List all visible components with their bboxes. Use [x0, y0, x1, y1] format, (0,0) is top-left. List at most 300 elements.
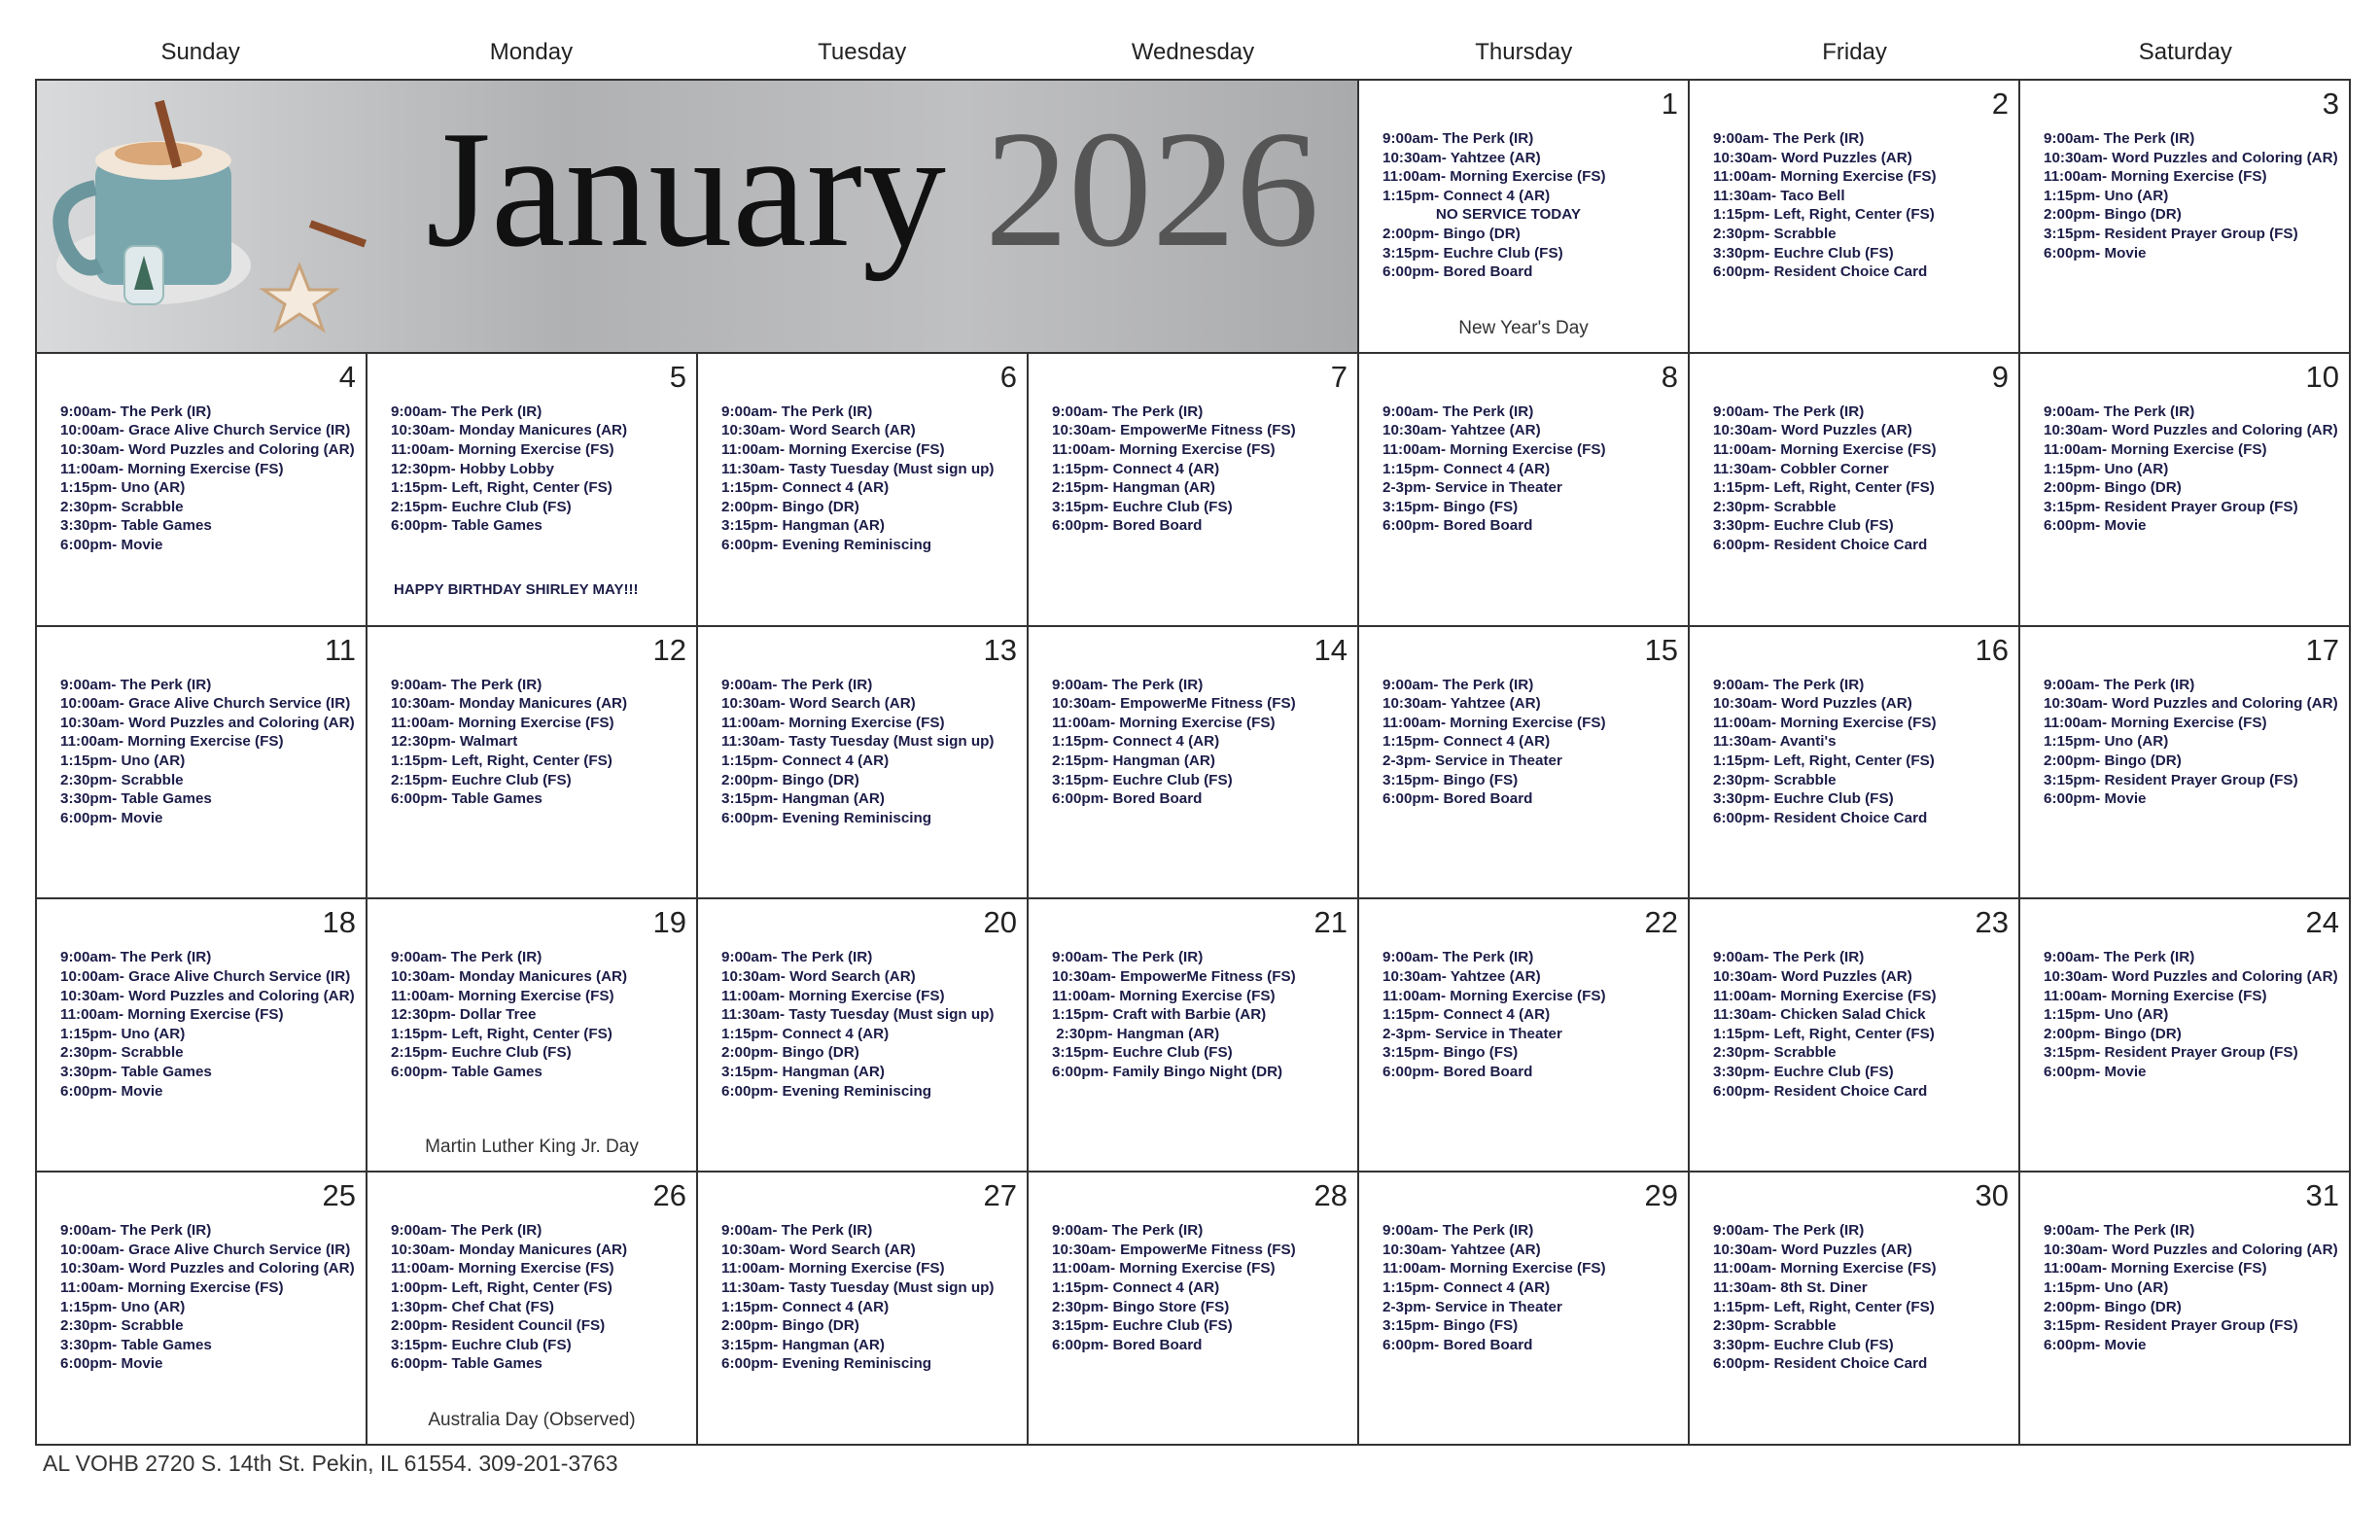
activity-item: 11:00am- Morning Exercise (FS): [721, 714, 945, 731]
day-cell-27: [698, 1172, 1029, 1446]
day-cell-19: [368, 899, 698, 1172]
day-number: 2: [1991, 87, 2009, 121]
day-cell-8: [1359, 354, 1690, 627]
activity-item: 2:00pm- Bingo (DR): [1382, 225, 1521, 242]
activity-item: 2:30pm- Scrabble: [1713, 225, 1837, 242]
special-announcement: HAPPY BIRTHDAY SHIRLEY MAY!!!: [394, 580, 639, 598]
activity-item: 11:00am- Morning Exercise (FS): [1713, 168, 1937, 186]
activity-list: [1382, 402, 1682, 536]
activity-item: 11:00am- Morning Exercise (FS): [60, 1006, 284, 1024]
day-number: 25: [322, 1178, 356, 1213]
weekday-thursday: Thursday: [1475, 39, 1573, 65]
activity-item: 11:00am- Morning Exercise (FS): [1382, 987, 1606, 1004]
day-cell-3: [2020, 81, 2351, 354]
activity-item: 6:00pm- Evening Reminiscing: [721, 536, 932, 553]
activity-item: 10:30am- Monday Manicures (AR): [391, 422, 628, 439]
day-number: 5: [669, 359, 686, 394]
activity-item: 9:00am- The Perk (IR): [2044, 949, 2195, 966]
activity-item: 1:15pm- Connect 4 (AR): [1382, 460, 1551, 477]
activity-item: 11:00am- Morning Exercise (FS): [60, 1278, 284, 1296]
activity-item: 9:00am- The Perk (IR): [391, 949, 542, 966]
activity-item: 10:30am- Monday Manicures (AR): [391, 967, 628, 985]
activity-item: 3:15pm- Resident Prayer Group (FS): [2044, 225, 2298, 242]
day-cell-26: [368, 1172, 698, 1446]
activity-list: [1713, 1221, 2012, 1374]
day-cell-22: [1359, 899, 1690, 1172]
activity-item: 3:30pm- Table Games: [60, 1336, 212, 1353]
activity-item: 3:15pm- Euchre Club (FS): [1052, 498, 1233, 515]
activity-item: 1:15pm- Connect 4 (AR): [721, 479, 890, 497]
day-number: 10: [2305, 359, 2339, 394]
activity-item: 2:30pm- Scrabble: [1713, 771, 1837, 788]
day-number: 31: [2305, 1178, 2339, 1213]
activity-item: 11:00am- Morning Exercise (FS): [721, 1260, 945, 1278]
activity-item: 2:00pm- Bingo (DR): [721, 1317, 859, 1335]
activity-list: [391, 948, 690, 1081]
activity-list: [2044, 402, 2343, 536]
activity-item: 11:00am- Morning Exercise (FS): [60, 460, 284, 477]
activity-item: 9:00am- The Perk (IR): [60, 1222, 212, 1240]
activity-item: 1:00pm- Left, Right, Center (FS): [391, 1278, 612, 1296]
activity-item: 10:30am- Word Puzzles and Coloring (AR): [60, 440, 355, 458]
activity-item: 6:00pm- Table Games: [391, 1355, 542, 1373]
activity-item: 9:00am- The Perk (IR): [391, 676, 542, 693]
activity-item: 6:00pm- Bored Board: [1382, 517, 1533, 535]
day-cell-18: [37, 899, 368, 1172]
activity-item: 10:30am- Word Puzzles (AR): [1713, 1241, 1912, 1258]
activity-item: 3:15pm- Resident Prayer Group (FS): [2044, 498, 2298, 515]
activity-item: 10:30am- Yahtzee (AR): [1382, 1241, 1541, 1258]
activity-item: 1:30pm- Chef Chat (FS): [391, 1298, 554, 1315]
weekday-saturday: Saturday: [2138, 39, 2232, 65]
day-cell-23: [1690, 899, 2020, 1172]
day-cell-15: [1359, 627, 1690, 900]
activity-item: 10:30am- Word Search (AR): [721, 695, 916, 713]
activity-item: 6:00pm- Movie: [2044, 1336, 2147, 1353]
activity-item: 1:15pm- Connect 4 (AR): [1052, 460, 1220, 477]
activity-item: 11:00am- Morning Exercise (FS): [1713, 1260, 1937, 1278]
activity-item: 9:00am- The Perk (IR): [1052, 676, 1204, 693]
activity-item: 10:30am- EmpowerMe Fitness (FS): [1052, 422, 1296, 439]
activity-item: 2-3pm- Service in Theater: [1382, 752, 1562, 769]
activity-item: 9:00am- The Perk (IR): [1382, 676, 1534, 693]
activity-item: 3:15pm- Euchre Club (FS): [1052, 771, 1233, 788]
day-number: 20: [983, 905, 1017, 940]
day-number: 12: [652, 632, 686, 667]
activity-list: [721, 948, 1021, 1101]
activity-item: 10:00am- Grace Alive Church Service (IR): [60, 967, 351, 985]
activity-list: [60, 948, 360, 1101]
activity-list: [1713, 402, 2012, 555]
activity-item: 11:00am- Morning Exercise (FS): [721, 440, 945, 458]
day-cell-25: [37, 1172, 368, 1446]
activity-item: 11:00am- Morning Exercise (FS): [2044, 168, 2267, 186]
activity-item: 1:15pm- Connect 4 (AR): [1382, 1278, 1551, 1296]
activity-item: 3:30pm- Table Games: [60, 1063, 212, 1080]
activity-item: 2:00pm- Bingo (DR): [721, 498, 859, 515]
activity-item: 9:00am- The Perk (IR): [2044, 130, 2195, 147]
activity-item: 9:00am- The Perk (IR): [2044, 676, 2195, 693]
activity-item: 6:00pm- Resident Choice Card: [1713, 1355, 1928, 1373]
activity-item: 3:30pm- Euchre Club (FS): [1713, 1336, 1894, 1353]
day-number: 19: [652, 905, 686, 940]
day-number: 6: [999, 359, 1017, 394]
activity-item: 9:00am- The Perk (IR): [1052, 1222, 1204, 1240]
activity-item: 3:30pm- Euchre Club (FS): [1713, 517, 1894, 535]
weekday-friday: Friday: [1822, 39, 1887, 65]
activity-item: 10:30am- Word Puzzles (AR): [1713, 422, 1912, 439]
banner-year: 2026: [984, 97, 1319, 282]
holiday-note: Australia Day (Observed): [428, 1410, 636, 1431]
activity-item: 6:00pm- Movie: [60, 809, 163, 826]
day-cell-4: [37, 354, 368, 627]
activity-list: [1713, 948, 2012, 1101]
activity-item: 6:00pm- Resident Choice Card: [1713, 809, 1928, 826]
activity-item: 6:00pm- Movie: [2044, 517, 2147, 535]
day-cell-7: [1029, 354, 1359, 627]
activity-item: 11:00am- Morning Exercise (FS): [1052, 1260, 1276, 1278]
activity-item: 9:00am- The Perk (IR): [721, 676, 873, 693]
activity-list: [2044, 129, 2343, 262]
activity-item: 6:00pm- Table Games: [391, 517, 542, 535]
activity-item: 1:15pm- Uno (AR): [60, 479, 186, 497]
activity-item: 10:30am- Word Search (AR): [721, 1241, 916, 1258]
activity-item: 2:00pm- Bingo (DR): [721, 1044, 859, 1062]
activity-item: 11:00am- Morning Exercise (FS): [1713, 714, 1937, 731]
activity-list: [721, 1221, 1021, 1374]
activity-item: 9:00am- The Perk (IR): [1713, 1222, 1865, 1240]
activity-item: 2:30pm- Scrabble: [1713, 498, 1837, 515]
activity-item: 2:00pm- Resident Council (FS): [391, 1317, 606, 1335]
activity-item: 3:15pm- Resident Prayer Group (FS): [2044, 771, 2298, 788]
day-cell-16: [1690, 627, 2020, 900]
activity-item: 9:00am- The Perk (IR): [721, 949, 873, 966]
activity-item: 10:30am- Word Puzzles and Coloring (AR): [2044, 1241, 2338, 1258]
day-number: 22: [1644, 905, 1678, 940]
activity-item: 10:30am- Monday Manicures (AR): [391, 695, 628, 713]
day-number: 18: [322, 905, 356, 940]
activity-item: 3:15pm- Bingo (FS): [1382, 498, 1519, 515]
activity-item: 9:00am- The Perk (IR): [1713, 949, 1865, 966]
weekday-monday: Monday: [489, 39, 574, 65]
month-banner: [37, 81, 1359, 354]
activity-item: 1:15pm- Connect 4 (AR): [721, 1298, 890, 1315]
day-number: 4: [338, 359, 356, 394]
activity-item: 10:30am- Yahtzee (AR): [1382, 149, 1541, 166]
activity-list: [721, 402, 1021, 555]
day-number: 1: [1661, 87, 1678, 121]
activity-list: [60, 1221, 360, 1374]
activity-item: 11:30am- Taco Bell: [1713, 187, 1845, 204]
activity-item: 11:00am- Morning Exercise (FS): [2044, 714, 2267, 731]
activity-item: 1:15pm- Uno (AR): [2044, 460, 2169, 477]
activity-item: 3:15pm- Resident Prayer Group (FS): [2044, 1317, 2298, 1335]
day-number: 9: [1991, 359, 2009, 394]
activity-item: 3:15pm- Bingo (FS): [1382, 771, 1519, 788]
activity-item: 1:15pm- Uno (AR): [2044, 1006, 2169, 1024]
activity-item: 10:30am- Yahtzee (AR): [1382, 422, 1541, 439]
activity-item: 3:15pm- Bingo (FS): [1382, 1044, 1519, 1062]
holiday-note: Martin Luther King Jr. Day: [425, 1137, 639, 1158]
activity-item: 2:15pm- Euchre Club (FS): [391, 498, 572, 515]
activity-item: 11:00am- Morning Exercise (FS): [2044, 987, 2267, 1004]
activity-item: 9:00am- The Perk (IR): [391, 1222, 542, 1240]
activity-item: 9:00am- The Perk (IR): [60, 676, 212, 693]
activity-item: 11:00am- Morning Exercise (FS): [1382, 440, 1606, 458]
activity-item: 6:00pm- Resident Choice Card: [1713, 263, 1928, 281]
activity-item: 3:15pm- Resident Prayer Group (FS): [2044, 1044, 2298, 1062]
weekday-tuesday: Tuesday: [818, 39, 907, 65]
activity-item: 6:00pm- Movie: [2044, 244, 2147, 262]
activity-item: 10:30am- EmpowerMe Fitness (FS): [1052, 1241, 1296, 1258]
activity-item: 11:00am- Morning Exercise (FS): [2044, 440, 2267, 458]
activity-item: 2:00pm- Bingo (DR): [2044, 479, 2182, 497]
activity-item: 9:00am- The Perk (IR): [1382, 130, 1534, 147]
activity-item: 10:30am- Yahtzee (AR): [1382, 695, 1541, 713]
day-cell-28: [1029, 1172, 1359, 1446]
activity-item: 6:00pm- Movie: [2044, 1063, 2147, 1080]
activity-item: 3:30pm- Euchre Club (FS): [1713, 244, 1894, 262]
activity-item: 2:30pm- Scrabble: [60, 771, 184, 788]
activity-item: 6:00pm- Bored Board: [1052, 790, 1203, 808]
day-number: 16: [1975, 632, 2009, 667]
activity-item: 1:15pm- Connect 4 (AR): [1382, 1006, 1551, 1024]
activity-item: 6:00pm- Family Bingo Night (DR): [1052, 1063, 1283, 1080]
activity-item: 6:00pm- Movie: [60, 536, 163, 553]
activity-item: 9:00am- The Perk (IR): [60, 949, 212, 966]
activity-item: 1:15pm- Left, Right, Center (FS): [1713, 479, 1935, 497]
calendar-grid: [35, 79, 2351, 1446]
day-cell-30: [1690, 1172, 2020, 1446]
activity-item: 1:15pm- Connect 4 (AR): [1382, 187, 1551, 204]
activity-item: 1:15pm- Connect 4 (AR): [721, 1025, 890, 1042]
activity-item: 1:15pm- Connect 4 (AR): [1382, 733, 1551, 751]
activity-item: 11:00am- Morning Exercise (FS): [1382, 714, 1606, 731]
activity-item: 6:00pm- Movie: [60, 1082, 163, 1100]
activity-item: 2-3pm- Service in Theater: [1382, 479, 1562, 497]
day-number: 21: [1313, 905, 1348, 940]
activity-item: 3:15pm- Hangman (AR): [721, 790, 885, 808]
banner-month: January: [426, 97, 946, 282]
activity-item: 3:15pm- Hangman (AR): [721, 517, 885, 535]
activity-item: 9:00am- The Perk (IR): [1382, 1222, 1534, 1240]
activity-item: 1:15pm- Uno (AR): [2044, 733, 2169, 751]
activity-item: 3:15pm- Euchre Club (FS): [1052, 1044, 1233, 1062]
day-number: 7: [1330, 359, 1348, 394]
activity-item: 10:30am- Yahtzee (AR): [1382, 967, 1541, 985]
activity-item: 1:15pm- Connect 4 (AR): [721, 752, 890, 769]
activity-list: [391, 1221, 690, 1374]
activity-item: 11:00am- Morning Exercise (FS): [1052, 714, 1276, 731]
activity-item: 10:30am- Word Puzzles and Coloring (AR): [2044, 149, 2338, 166]
day-cell-1: [1359, 81, 1690, 354]
day-number: 17: [2305, 632, 2339, 667]
activity-item: 10:30am- Word Puzzles and Coloring (AR): [2044, 967, 2338, 985]
day-cell-17: [2020, 627, 2351, 900]
activity-item: 2:15pm- Euchre Club (FS): [391, 771, 572, 788]
activity-item: 11:00am- Morning Exercise (FS): [1382, 168, 1606, 186]
activity-item: 6:00pm- Table Games: [391, 790, 542, 808]
activity-item: 9:00am- The Perk (IR): [1382, 402, 1534, 420]
activity-item: 11:00am- Morning Exercise (FS): [391, 714, 614, 731]
activity-item: 9:00am- The Perk (IR): [1713, 402, 1865, 420]
activity-item: 3:15pm- Bingo (FS): [1382, 1317, 1519, 1335]
day-cell-24: [2020, 899, 2351, 1172]
activity-item: 10:30am- Word Puzzles and Coloring (AR): [60, 1260, 355, 1278]
day-number: 30: [1975, 1178, 2009, 1213]
activity-item: 1:15pm- Uno (AR): [60, 1298, 186, 1315]
activity-list: [1052, 948, 1351, 1081]
day-number: 15: [1644, 632, 1678, 667]
activity-item: 3:15pm- Euchre Club (FS): [391, 1336, 572, 1353]
activity-item: 10:30am- Word Puzzles (AR): [1713, 967, 1912, 985]
activity-item: 10:00am- Grace Alive Church Service (IR): [60, 695, 351, 713]
activity-item: 3:15pm- Euchre Club (FS): [1382, 244, 1563, 262]
activity-item: 11:30am- 8th St. Diner: [1713, 1278, 1868, 1296]
activity-item: 11:00am- Morning Exercise (FS): [391, 987, 614, 1004]
activity-item: 11:00am- Morning Exercise (FS): [60, 733, 284, 751]
day-cell-6: [698, 354, 1029, 627]
activity-item: 10:30am- Word Puzzles and Coloring (AR): [60, 714, 355, 731]
activity-item: 2-3pm- Service in Theater: [1382, 1025, 1562, 1042]
activity-item: 1:15pm- Craft with Barbie (AR): [1052, 1006, 1267, 1024]
activity-item: 10:30am- Monday Manicures (AR): [391, 1241, 628, 1258]
activity-item: 11:00am- Morning Exercise (FS): [721, 987, 945, 1004]
activity-item: 10:30am- Word Puzzles and Coloring (AR): [60, 987, 355, 1004]
cocoa-mug-illustration: [37, 81, 368, 353]
activity-item: 11:00am- Morning Exercise (FS): [1713, 987, 1937, 1004]
day-number: 28: [1313, 1178, 1348, 1213]
activity-item: 1:15pm- Left, Right, Center (FS): [391, 752, 612, 769]
day-cell-9: [1690, 354, 2020, 627]
activity-item: 1:15pm- Uno (AR): [60, 1025, 186, 1042]
footer-address: AL VOHB 2720 S. 14th St. Pekin, IL 61554. 309-201-3763: [43, 1451, 618, 1476]
day-cell-29: [1359, 1172, 1690, 1446]
activity-list: [60, 402, 360, 555]
activity-list: [721, 676, 1021, 828]
activity-item: 2:30pm- Bingo Store (FS): [1052, 1298, 1230, 1315]
activity-item: 1:15pm- Left, Right, Center (FS): [391, 1025, 612, 1042]
day-number: 3: [2322, 87, 2339, 121]
activity-list: [1052, 402, 1351, 536]
activity-item: 10:30am- Word Search (AR): [721, 422, 916, 439]
activity-item: 1:15pm- Connect 4 (AR): [1052, 1278, 1220, 1296]
activity-item: 1:15pm- Uno (AR): [2044, 187, 2169, 204]
activity-list: [2044, 948, 2343, 1081]
day-cell-20: [698, 899, 1029, 1172]
activity-item: 6:00pm- Table Games: [391, 1063, 542, 1080]
activity-item: 3:15pm- Hangman (AR): [721, 1336, 885, 1353]
activity-item: 3:30pm- Table Games: [60, 790, 212, 808]
activity-item: 10:30am- Word Puzzles and Coloring (AR): [2044, 422, 2338, 439]
day-cell-12: [368, 627, 698, 900]
activity-list: [1382, 676, 1682, 809]
activity-item: 10:30am- Word Puzzles and Coloring (AR): [2044, 695, 2338, 713]
activity-item: 11:00am- Morning Exercise (FS): [1382, 1260, 1606, 1278]
activity-item: 11:00am- Morning Exercise (FS): [1052, 987, 1276, 1004]
activity-item: 10:30am- Word Puzzles (AR): [1713, 149, 1912, 166]
activity-item: 2:30pm- Scrabble: [1713, 1044, 1837, 1062]
day-number: 14: [1313, 632, 1348, 667]
activity-item: 6:00pm- Movie: [2044, 790, 2147, 808]
activity-item: 1:15pm- Left, Right, Center (FS): [1713, 1025, 1935, 1042]
activity-item: 12:30pm- Hobby Lobby: [391, 460, 554, 477]
activity-item: 9:00am- The Perk (IR): [2044, 1222, 2195, 1240]
activity-item: 2:30pm- Scrabble: [60, 498, 184, 515]
activity-item: 2:30pm- Scrabble: [60, 1317, 184, 1335]
activity-list: [2044, 1221, 2343, 1354]
activity-item: NO SERVICE TODAY: [1382, 206, 1581, 224]
activity-item: 10:30am- EmpowerMe Fitness (FS): [1052, 967, 1296, 985]
activity-item: 3:15pm- Hangman (AR): [721, 1063, 885, 1080]
activity-item: 2:00pm- Bingo (DR): [2044, 1025, 2182, 1042]
activity-item: 11:00am- Morning Exercise (FS): [2044, 1260, 2267, 1278]
day-number: 29: [1644, 1178, 1678, 1213]
activity-item: 11:00am- Morning Exercise (FS): [391, 1260, 614, 1278]
activity-item: 1:15pm- Connect 4 (AR): [1052, 733, 1220, 751]
day-cell-11: [37, 627, 368, 900]
activity-item: 6:00pm- Evening Reminiscing: [721, 1082, 932, 1100]
activity-list: [2044, 676, 2343, 809]
activity-item: 10:00am- Grace Alive Church Service (IR): [60, 1241, 351, 1258]
banner-title: [426, 92, 1319, 287]
activity-list: [1713, 676, 2012, 828]
activity-item: 2-3pm- Service in Theater: [1382, 1298, 1562, 1315]
activity-item: 9:00am- The Perk (IR): [1382, 949, 1534, 966]
activity-item: 10:00am- Grace Alive Church Service (IR): [60, 422, 351, 439]
activity-item: 6:00pm- Resident Choice Card: [1713, 536, 1928, 553]
activity-item: 9:00am- The Perk (IR): [60, 402, 212, 420]
day-number: 13: [983, 632, 1017, 667]
day-cell-13: [698, 627, 1029, 900]
activity-item: 6:00pm- Bored Board: [1382, 790, 1533, 808]
activity-item: 10:30am- EmpowerMe Fitness (FS): [1052, 695, 1296, 713]
activity-item: 6:00pm- Bored Board: [1382, 263, 1533, 281]
holiday-note: New Year's Day: [1458, 318, 1589, 338]
activity-item: 3:30pm- Euchre Club (FS): [1713, 1063, 1894, 1080]
day-cell-10: [2020, 354, 2351, 627]
activity-item: 11:30am- Avanti's: [1713, 733, 1837, 751]
activity-item: 2:30pm- Hangman (AR): [1052, 1025, 1220, 1042]
activity-item: 6:00pm- Evening Reminiscing: [721, 1355, 932, 1373]
activity-item: 6:00pm- Bored Board: [1382, 1336, 1533, 1353]
activity-item: 9:00am- The Perk (IR): [2044, 402, 2195, 420]
activity-item: 9:00am- The Perk (IR): [721, 1222, 873, 1240]
day-number: 11: [324, 632, 356, 667]
day-cell-21: [1029, 899, 1359, 1172]
activity-item: 11:00am- Morning Exercise (FS): [391, 440, 614, 458]
day-cell-2: [1690, 81, 2020, 354]
weekday-wednesday: Wednesday: [1131, 39, 1255, 65]
activity-item: 9:00am- The Perk (IR): [1713, 130, 1865, 147]
activity-item: 11:30am- Tasty Tuesday (Must sign up): [721, 460, 995, 477]
activity-item: 2:15pm- Hangman (AR): [1052, 479, 1215, 497]
day-number: 27: [983, 1178, 1017, 1213]
activity-list: [1382, 948, 1682, 1081]
activity-item: 3:30pm- Table Games: [60, 517, 212, 535]
activity-list: [1052, 676, 1351, 809]
activity-item: 11:30am- Tasty Tuesday (Must sign up): [721, 1006, 995, 1024]
activity-list: [391, 676, 690, 809]
activity-item: 2:00pm- Bingo (DR): [721, 771, 859, 788]
activity-list: [391, 402, 690, 536]
activity-item: 6:00pm- Movie: [60, 1355, 163, 1373]
activity-item: 9:00am- The Perk (IR): [391, 402, 542, 420]
activity-list: [1382, 129, 1682, 282]
activity-item: 6:00pm- Evening Reminiscing: [721, 809, 932, 826]
activity-item: 11:00am- Morning Exercise (FS): [1052, 440, 1276, 458]
activity-list: [1052, 1221, 1351, 1354]
